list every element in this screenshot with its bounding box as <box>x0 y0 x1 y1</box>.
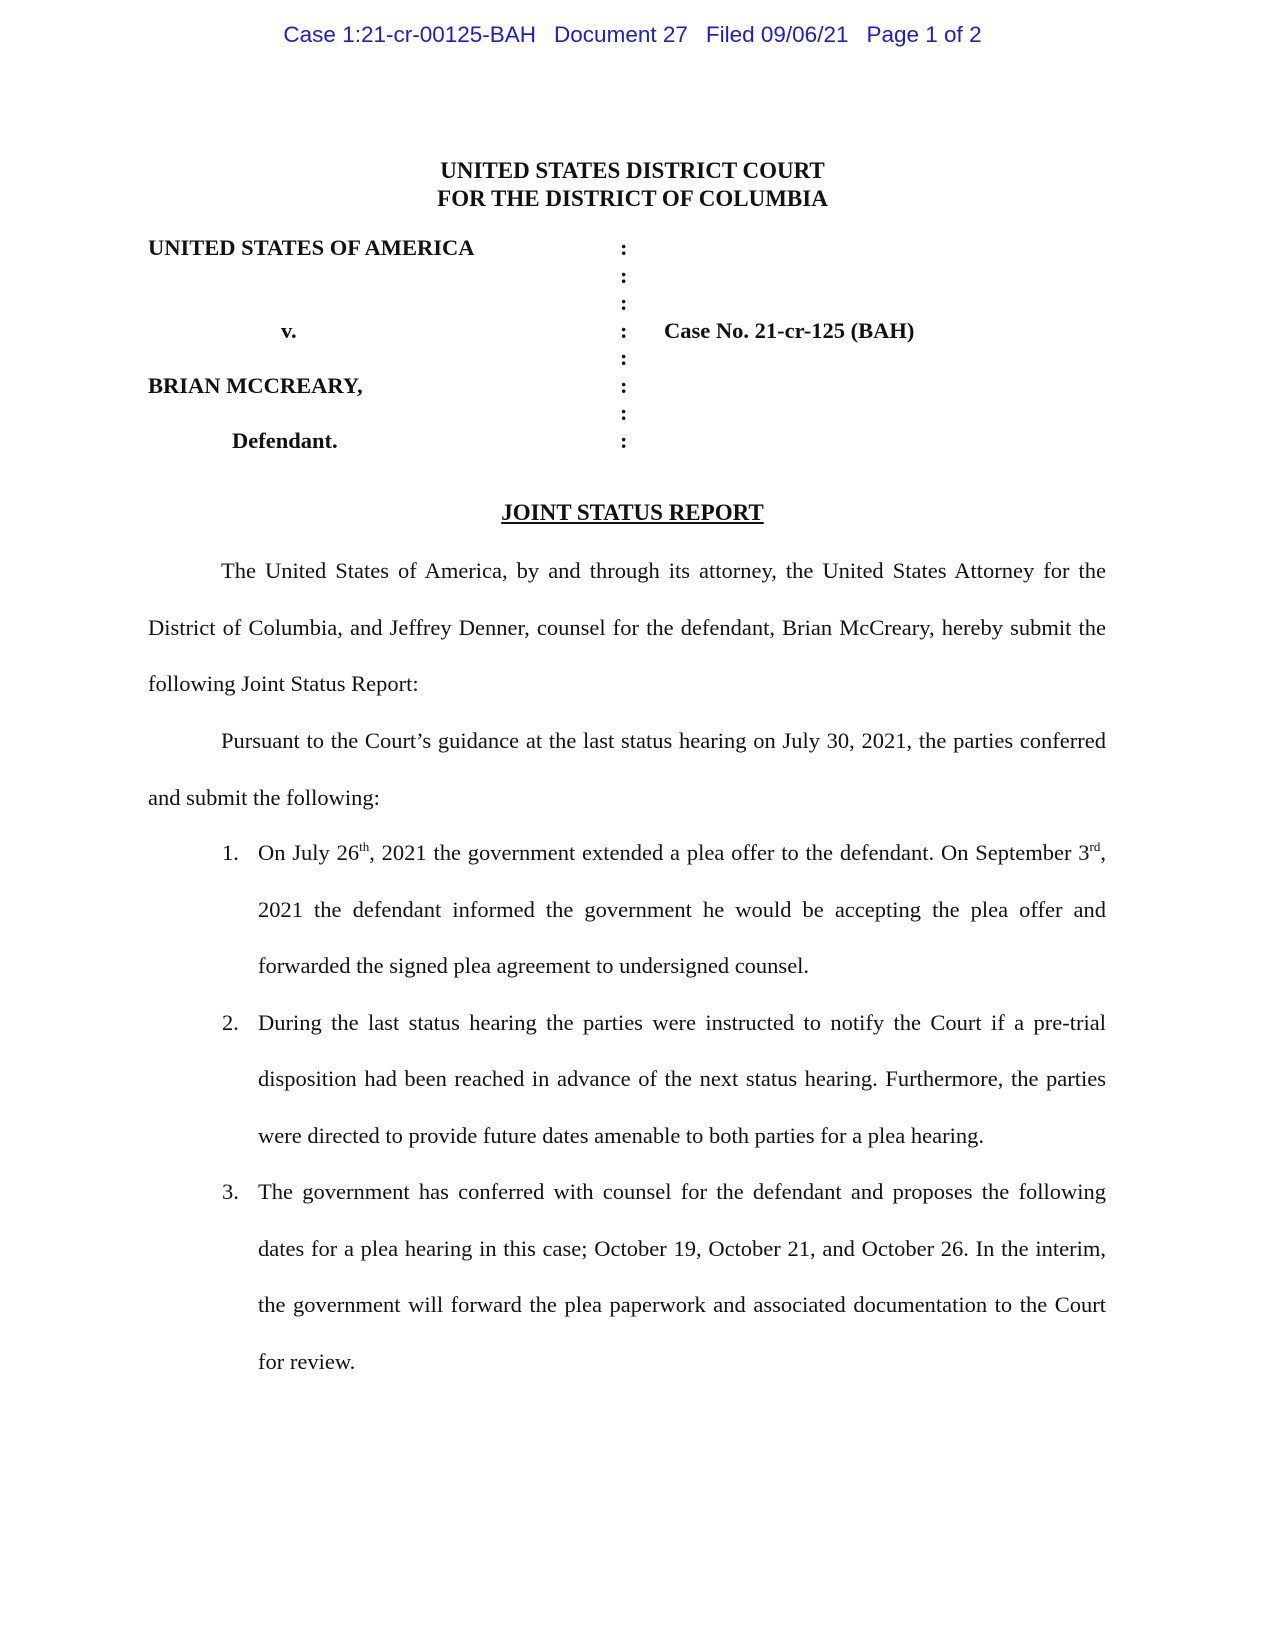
list-item <box>148 1164 1106 1390</box>
filing-header-stamp <box>0 22 1265 48</box>
list-item-number: 2. <box>222 1009 239 1035</box>
list-item-text: On July 26th, 2021 the government extended a plea offer to the defendant. On September 3rd, 2021 the defendant informed the government he would be accepting the plea offer and forwarded the signed plea agreement to undersigned counsel. <box>258 839 1106 978</box>
caption-colon: : <box>620 235 628 260</box>
court-heading <box>0 157 1265 213</box>
numbered-list <box>148 825 1106 1390</box>
defendant-label: Defendant. <box>232 428 338 453</box>
document-title: JOINT STATUS REPORT <box>501 500 764 525</box>
court-district: FOR THE DISTRICT OF COLUMBIA <box>437 186 828 211</box>
case-number: Case No. 21-cr-125 (BAH) <box>664 318 915 343</box>
caption-colon: : <box>620 400 628 425</box>
versus-label: v. <box>281 318 297 343</box>
caption-colon: : <box>620 318 628 343</box>
filing-date: Filed 09/06/21 <box>705 22 849 47</box>
filing-page-number: Page 1 of 2 <box>866 22 982 47</box>
list-item-number: 3. <box>222 1179 239 1204</box>
caption-colon: : <box>620 263 628 288</box>
caption-colon: : <box>620 345 628 370</box>
caption-colon: : <box>620 373 628 398</box>
plaintiff-name: UNITED STATES OF AMERICA <box>148 235 475 260</box>
court-name: UNITED STATES DISTRICT COURT <box>440 158 825 183</box>
filing-document-number: Document 27 <box>554 22 688 47</box>
list-item-number: 1. <box>222 840 239 865</box>
list-item <box>148 825 1106 995</box>
caption-colon: : <box>620 428 628 453</box>
filing-case-number: Case 1:21-cr-00125-BAH <box>283 22 537 47</box>
defendant-name: BRIAN MCCREARY, <box>148 373 363 398</box>
caption-colon: : <box>620 290 628 315</box>
list-item-text: During the last status hearing the parties were instructed to notify the Court if a pre-trial disposition had been reached in advance of the next status hearing. Furthermore, the parties were directed to provide future dates amenable to both parties for a plea hearing. <box>258 1009 1106 1148</box>
intro-paragraph: The United States of America, by and through its attorney, the United States Attorney for the District of Columbia, and Jeffrey Denner, counsel for the defendant, Brian McCreary, hereby submit the following Joint Status Report: <box>148 558 1106 696</box>
pursuant-paragraph: Pursuant to the Court’s guidance at the last status hearing on July 30, 2021, the parties conferred and submit the following: <box>148 728 1106 810</box>
list-item-text: The government has conferred with counsel for the defendant and proposes the following dates for a plea hearing in this case; October 19, October 21, and October 26. In the interim, the government will forward the plea paperwork and associated documentation to the Court for review. <box>258 1179 1106 1374</box>
list-item <box>148 995 1106 1165</box>
